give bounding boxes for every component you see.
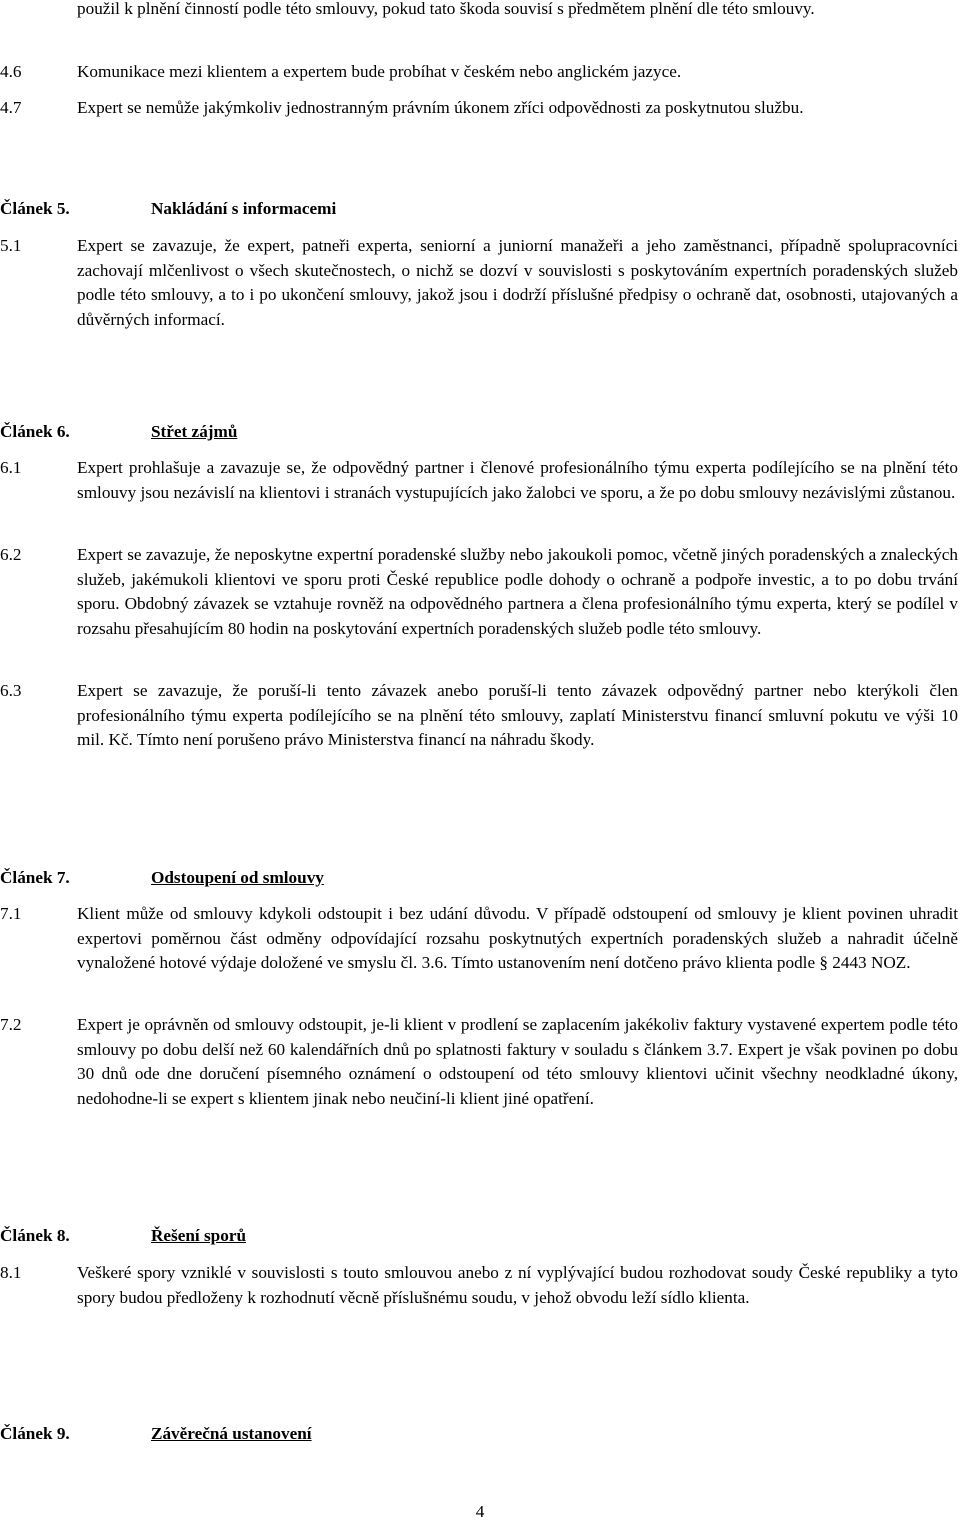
paragraph-text: Komunikace mezi klientem a expertem bude probíhat v českém nebo anglickém jazyce.	[77, 62, 682, 81]
paragraph-4-7	[0, 96, 960, 121]
paragraph-text: Expert se zavazuje, že neposkytne expertní poradenské služby nebo jakoukoli pomoc, včetně jiných poradenských a znaleckých služeb, jakémukoli klientovi ve sporu proti České republice podle dohody o ochraně a podpoře investic, a to po dobu trvání sporu. Obdobný závazek se vztahuje rovněž na odpovědného partnera a člena profesionálního týmu experta, který se podílel v rozsahu přesahujícím 80 hodin na poskytování expertních poradenských služeb podle této smlouvy.	[77, 545, 958, 638]
paragraph-6-2	[0, 543, 960, 641]
article-7-heading	[0, 866, 960, 892]
paragraph-text: Expert je oprávněn od smlouvy odstoupit, je-li klient v prodlení se zaplacením jakékoliv faktury vystavené expertem podle této smlouvy po dobu delší než 60 kalendářních dnů po splatnosti faktury v souladu s článkem 3.7. Expert je však povinen po dobu 30 dnů ode dne doručení písemného oznámení o odstoupení od této smlouvy klientovi učinit všechny neodkladné úkony, nedohodne-li se expert s klientem jinak nebo neučiní-li klient jiné opatření.	[77, 1015, 958, 1108]
article-title: Nakládání s informacemi	[151, 199, 337, 218]
page-number: 4	[475, 1502, 485, 1521]
paragraph-text: Expert se zavazuje, že poruší-li tento závazek anebo poruší-li tento závazek odpovědný partner nebo kterýkoli člen profesionálního týmu experta podílejícího se na plnění této smlouvy, zaplatí Ministerstvu financí smluvní pokutu ve výši 10 mil. Kč. Tímto není porušeno právo Ministerstva financí na náhradu škody.	[77, 681, 958, 750]
paragraph-7-1	[0, 902, 960, 976]
article-number: Článek 7.	[0, 868, 70, 887]
paragraph-text: Expert se zavazuje, že expert, patneři experta, seniorní a juniorní manažeři a jeho zaměstnanci, případně spolupracovníci zachovají mlčenlivost o všech skutečnostech, o nichž se dozví v souvislosti s poskytováním expertních poradenských služeb podle této smlouvy, a to i po ukončení smlouvy, jakož jsou i dodrží příslušné předpisy o ochraně dat, osobnosti, utajovaných a důvěrných informací.	[77, 236, 958, 329]
paragraph-number: 7.2	[0, 1015, 22, 1034]
article-title: Odstoupení od smlouvy	[151, 868, 324, 887]
paragraph-number: 7.1	[0, 904, 22, 923]
paragraph-8-1	[0, 1261, 960, 1310]
article-number: Článek 6.	[0, 422, 70, 441]
paragraph-number: 8.1	[0, 1263, 22, 1282]
paragraph-4-6	[0, 60, 960, 85]
paragraph-number: 4.7	[0, 98, 22, 117]
paragraph-6-1	[0, 456, 960, 505]
article-number: Článek 8.	[0, 1226, 70, 1245]
article-6-heading	[0, 420, 960, 446]
paragraph-number: 6.2	[0, 545, 22, 564]
paragraph-number: 4.6	[0, 62, 22, 81]
paragraph-4-5-continuation	[0, 0, 960, 22]
paragraph-number: 5.1	[0, 236, 22, 255]
paragraph-text: Expert se nemůže jakýmkoliv jednostranným právním úkonem zříci odpovědnosti za poskytnutou službu.	[77, 98, 804, 117]
paragraph-text: použil k plnění činností podle této smlouvy, pokud tato škoda souvisí s předmětem plnění dle této smlouvy.	[77, 0, 815, 18]
paragraph-7-2	[0, 1013, 960, 1111]
paragraph-number: 6.1	[0, 458, 22, 477]
article-number: Článek 5.	[0, 199, 70, 218]
article-5-heading	[0, 197, 960, 223]
paragraph-text: Klient může od smlouvy kdykoli odstoupit i bez udání důvodu. V případě odstoupení od smlouvy je klient povinen uhradit expertovi poměrnou část odměny odpovídající rozsahu poskytnutých expertních poradenských služeb a nahradit účelně vynaložené hotové výdaje doložené ve smyslu čl. 3.6. Tímto ustanovením není dotčeno právo klienta podle § 2443 NOZ.	[77, 904, 958, 973]
paragraph-number: 6.3	[0, 681, 22, 700]
paragraph-6-3	[0, 679, 960, 753]
article-title: Řešení sporů	[151, 1226, 247, 1245]
paragraph-text: Expert prohlašuje a zavazuje se, že odpovědný partner i členové profesionálního týmu experta podílejícího se na plnění této smlouvy jsou nezávislí na klientovi i stranách vystupujících jako žalobci ve sporu, a že po dobu smlouvy nezávislými zůstanou.	[77, 458, 958, 502]
article-9-heading	[0, 1422, 960, 1448]
article-8-heading	[0, 1224, 960, 1250]
article-number: Článek 9.	[0, 1424, 70, 1443]
article-title: Závěrečná ustanovení	[151, 1424, 312, 1443]
paragraph-text: Veškeré spory vzniklé v souvislosti s touto smlouvou anebo z ní vyplývající budou rozhodovat soudy České republiky a tyto spory budou předloženy k rozhodnutí věcně příslušnému soudu, v jehož obvodu leží sídlo klienta.	[77, 1263, 958, 1307]
paragraph-5-1	[0, 234, 960, 332]
article-title: Střet zájmů	[151, 422, 238, 441]
